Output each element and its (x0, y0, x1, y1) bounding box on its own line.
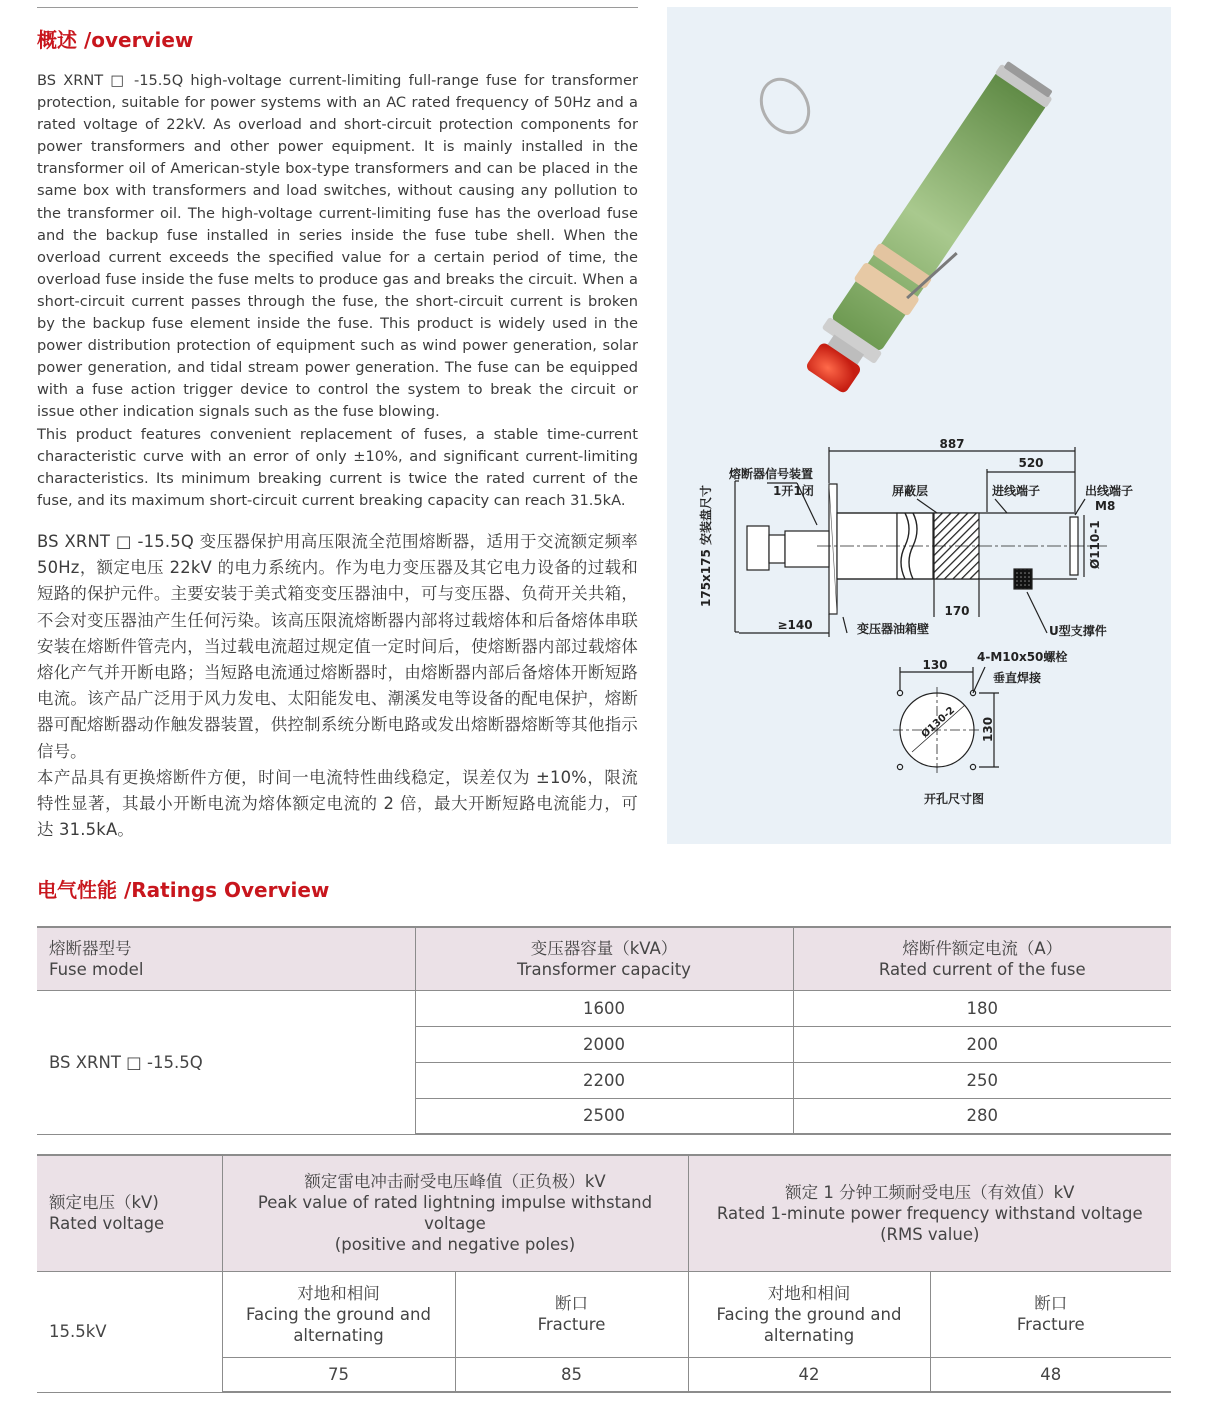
overview-en-text (37, 70, 638, 512)
table2-value-cell: 85 (455, 1357, 688, 1392)
label-u-support: U型支撑件 (1049, 624, 1107, 638)
table1-header-model-en: Fuse model (49, 959, 144, 979)
label-signal-device: 熔断器信号装置 (729, 467, 814, 481)
cut-dim-130-horizontal: 130 (922, 658, 948, 672)
overview-paragraph-2: This product features convenient replacement of fuses, a stable time-current characteristic curve with an error of only ±10%, and significant current-limiting characteristics. Its minimum breaking current is twice the rated current of the fuse, and its maximum short-circuit current breaking capacity can reach 31.5kA. (37, 425, 638, 509)
table2-header-voltage-cn: 额定电压（kV) (49, 1193, 159, 1213)
table1-capacity-cell: 2200 (415, 1062, 793, 1098)
overview-paragraph-1: BS XRNT □ -15.5Q high-voltage current-limiting full-range fuse for transformer protection, suitable for power systems with an AC rated frequency of 50Hz and a rated voltage of 22kV. As overload and short-circuit protection components for power transformers and other power equipment. It is mainly installed in the transformer oil of American-style box-type transformers and can be placed in the same box with transformers and load switches, without causing any pollution to the transformer oil. The high-voltage current-limiting fuse has the overload fuse and the backup fuse installed in series inside the fuse tube shell. When the overload current exceeds the specified value for a certain period of time, the overload fuse inside the fuse melts to produce gas and breaks the circuit. When a short-circuit current passes through the fuse, the short-circuit current is broken by the backup fuse element inside the fuse. This product is widely used in the power distribution protection of equipment such as wind power generation, solar power generation, and tidal stream power generation. The fuse can be equipped with a fuse action trigger device to control the system to break the circuit or issue other indication signals such as the fuse blowing. (37, 72, 638, 421)
table2-header-voltage-en: Rated voltage (49, 1214, 165, 1234)
table1-current-cell: 250 (793, 1062, 1171, 1098)
table2-sub-ground-impulse (222, 1271, 455, 1357)
table2-sub-ground-power-cn: 对地和相间 (767, 1283, 851, 1303)
table2-header-impulse (222, 1155, 688, 1271)
table1-model-cell: BS XRNT □ -15.5Q (37, 990, 415, 1134)
cut-bolt-label: 4-M10x50螺栓 (977, 650, 1068, 664)
overview-cn-paragraph-2: 本产品具有更换熔断件方便，时间一电流特性曲线稳定，误差仅为 ±10%，限流特性显著，其最小开断电流为熔体额定电流的 2 倍，最大开断短路电流能力，可达 31.5kA。 (37, 767, 638, 840)
fuse-photo (752, 58, 1062, 403)
table2-sub-ground-power-en: Facing the ground and alternating (716, 1304, 902, 1345)
table2-sub-ground-impulse-en: Facing the ground and alternating (246, 1304, 431, 1345)
label-signal-contact: 1开1闭 (773, 484, 814, 498)
cut-dim-130-vertical: 130 (981, 716, 995, 742)
label-in-terminal: 进线端子 (992, 484, 1041, 498)
table1-header-model-cn: 熔断器型号 (49, 938, 132, 958)
table1-header-current-cn: 熔断件额定电流（A） (902, 938, 1063, 958)
table1-capacity-cell: 1600 (415, 990, 793, 1026)
dim-887: 887 (939, 437, 965, 451)
table1-current-cell: 180 (793, 990, 1171, 1026)
overview-cn-text (37, 529, 638, 843)
table2-sub-fracture-impulse (455, 1271, 688, 1357)
table2-voltage-cell: 15.5kV (37, 1271, 222, 1392)
overview-cn-paragraph-1: BS XRNT □ -15.5Q 变压器保护用高压限流全范围熔断器，适用于交流额定频率 50Hz，额定电压 22kV 的电力系统内。作为电力变压器及其它电力设备的过载和短路的保护元件。主要安装于美式箱变变压器油中，可与变压器、负荷开关共箱，不会对变压器油产生任何污染。该高压限流熔断器内部将过载熔体和后备熔体串联安装在熔断件管壳内，当过载电流超过规定值一定时间后，使熔断器内部过载熔体熔化产气并开断电路；当短路电流通过熔断器时，由熔断器内部后备熔体开断短路电流。该产品广泛用于风力发电、太阳能发电、潮溪发电等设备的配电保护，熔断器可配熔断器动作触发器装置，供控制系统分断电路或发出熔断器熔断等其他指示信号。 (37, 532, 638, 761)
label-out-terminal: 出线端子 (1085, 484, 1134, 498)
table2-header-impulse-cn: 额定雷电冲击耐受电压峰值（正负极）kV (304, 1172, 606, 1192)
table1-current-cell: 200 (793, 1026, 1171, 1062)
table2-header-power-en-rms: (RMS value) (880, 1224, 980, 1244)
table2-header-row (37, 1155, 1171, 1271)
table1-header-row (37, 927, 1171, 990)
overview-title: 概述 /overview (37, 28, 194, 52)
table2-sub-ground-impulse-cn: 对地和相间 (297, 1283, 380, 1303)
table1-header-capacity (415, 927, 793, 990)
label-shield: 屏蔽层 (892, 484, 929, 498)
table1-header-capacity-cn: 变压器容量（kVA） (530, 938, 678, 958)
cutout-title: 开孔尺寸图 (923, 792, 985, 806)
dim-175: 175x175 安装盘尺寸 (699, 484, 713, 607)
top-divider (37, 7, 638, 8)
ratings-title: 电气性能 /Ratings Overview (37, 878, 330, 902)
dim-140: ≥140 (777, 618, 813, 632)
table2-value-cell: 75 (222, 1357, 455, 1392)
product-figure-svg (667, 7, 1171, 844)
ratings-table-voltage (37, 1154, 1171, 1393)
table1-header-current-en: Rated current of the fuse (878, 959, 1086, 979)
table-row (37, 990, 1171, 1026)
ratings-table-capacity (37, 926, 1171, 1135)
table2-sub-fracture-power-cn: 断口 (1034, 1294, 1068, 1313)
table2-header-power-cn: 额定 1 分钟工频耐受电压（有效值）kV (785, 1182, 1075, 1202)
cut-weld-label: 垂直焊接 (993, 671, 1042, 685)
table1-capacity-cell: 2500 (415, 1098, 793, 1134)
table2-value-cell: 42 (688, 1357, 930, 1392)
table2-value-cell: 48 (930, 1357, 1171, 1392)
dim-520: 520 (1018, 456, 1044, 470)
table2-sub-fracture-impulse-cn: 断口 (555, 1294, 588, 1313)
dim-110: Ø110-1 (1088, 520, 1102, 569)
table1-header-model (37, 927, 415, 990)
table2-header-impulse-en: Peak value of rated lightning impulse withstand voltage (257, 1193, 653, 1234)
table1-header-capacity-en: Transformer capacity (517, 959, 691, 979)
table1-current-cell: 280 (793, 1098, 1171, 1134)
label-tank-wall: 变压器油箱壁 (857, 622, 930, 636)
table2-sub-ground-power (688, 1271, 930, 1357)
table2-subheader-row (37, 1271, 1171, 1357)
table1-header-current (793, 927, 1171, 990)
table1-capacity-cell: 2000 (415, 1026, 793, 1062)
cut-diameter-label: Ø130-2 (919, 704, 958, 741)
table2-header-impulse-en-poles: (positive and negative poles) (334, 1235, 576, 1255)
label-m8: M8 (1095, 499, 1116, 513)
table2-sub-fracture-power-en: Fracture (1016, 1315, 1085, 1334)
table2-sub-fracture-power (930, 1271, 1171, 1357)
table2-sub-fracture-impulse-en: Fracture (537, 1315, 606, 1334)
table2-header-power (688, 1155, 1171, 1271)
dim-170: 170 (944, 604, 970, 618)
table2-header-voltage (37, 1155, 222, 1271)
product-figure (667, 7, 1171, 844)
table2-header-power-en: Rated 1-minute power frequency withstand voltage (716, 1203, 1143, 1223)
